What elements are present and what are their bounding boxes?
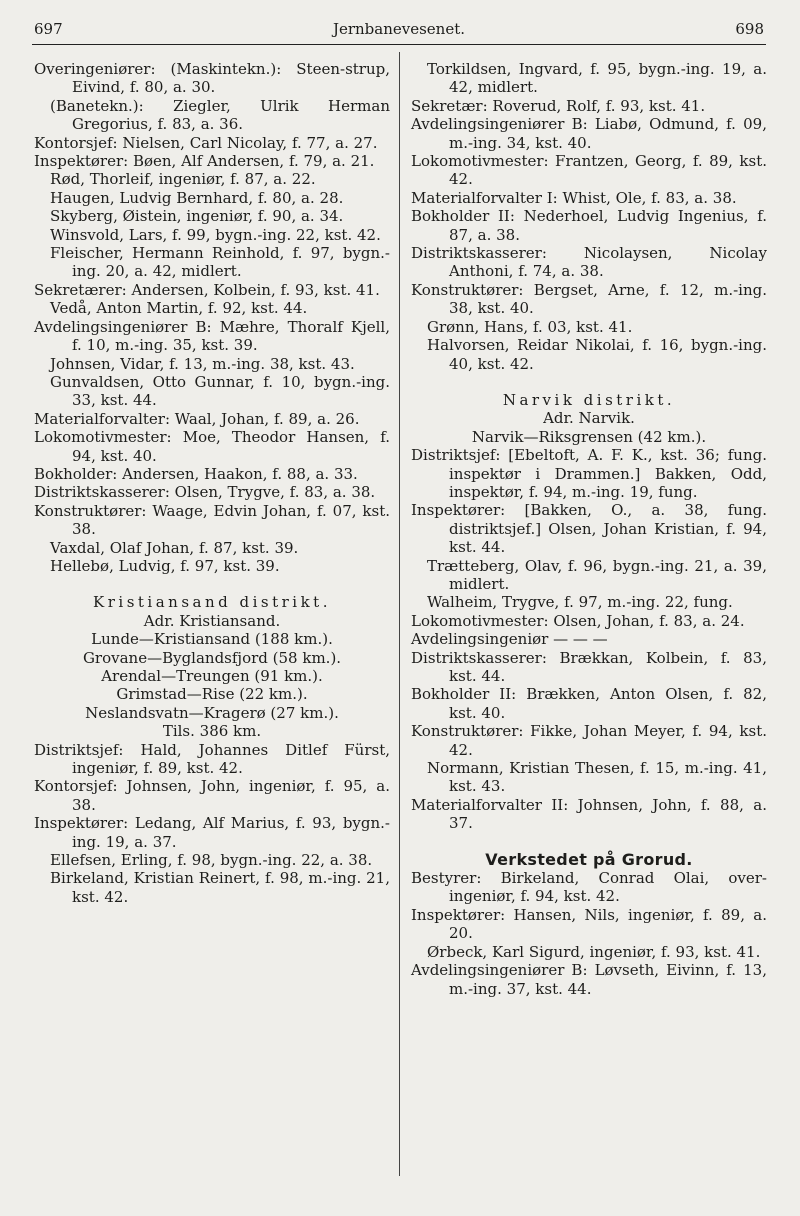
directory-entry: Konstruktører: Fikke, Johan Meyer, f. 94, kst. 42.	[411, 722, 767, 759]
section-heading: Verkstedet på Grorud.	[485, 849, 693, 869]
page-header	[34, 20, 764, 42]
directory-entry: Lokomotivmester: Olsen, Johan, f. 83, a. 24.	[411, 611, 745, 630]
directory-entry: Inspektører: Bøen, Alf Andersen, f. 79, a. 21.	[34, 152, 375, 171]
directory-entry: Materialforvalter II: Johnsen, John, f. 88, a. 37.	[411, 795, 767, 833]
directory-entry: Konstruktører: Waage, Edvin Johan, f. 07, kst. 38.	[34, 501, 390, 539]
directory-entry: Avdelingsingeniører B: Løvseth, Eivinn, f. 13, m.-ing. 37, kst. 44.	[411, 961, 767, 998]
directory-subentry: Grønn, Hans, f. 03, kst. 41.	[427, 317, 633, 336]
directory-subentry: Johnsen, Vidar, f. 13, m.-ing. 38, kst. 43.	[50, 354, 355, 373]
district-line: Lunde—Kristiansand (188 km.).	[91, 630, 333, 649]
section-gap	[411, 373, 767, 391]
district-line: Arendal—Treungen (91 km.).	[101, 667, 323, 685]
directory-entry: Avdelingsingeniører B: Liabø, Odmund, f. 09, m.-ing. 34, kst. 40.	[411, 115, 767, 152]
right-column	[411, 60, 767, 998]
directory-entry: Avdelingsingeniør — — —	[411, 630, 608, 649]
directory-entry: Overingeniører: (Maskintekn.): Steen-strup, Eivind, f. 80, a. 30.	[34, 60, 390, 97]
directory-entry: Sekretær: Roverud, Rolf, f. 93, kst. 41.	[411, 96, 706, 115]
directory-entry: Kontorsjef: Johnsen, John, ingeniør, f. 95, a. 38.	[34, 777, 390, 814]
directory-entry: Inspektører: [Bakken, O., a. 38, fung. distriktsjef.] Olsen, Johan Kristian, f. 94, kst. 44.	[411, 501, 767, 557]
directory-subentry: (Banetekn.): Ziegler, Ulrik Herman Gregorius, f. 83, a. 36.	[50, 96, 390, 134]
directory-subentry: Hellebø, Ludvig, f. 97, kst. 39.	[50, 556, 280, 575]
directory-subentry: Skyberg, Øistein, ingeniør, f. 90, a. 34.	[50, 207, 344, 226]
left-column	[34, 60, 390, 906]
district-heading: Narvik distrikt.	[502, 390, 676, 409]
directory-subentry: Trætteberg, Olav, f. 96, bygn.-ing. 21, a. 39, midlert.	[427, 556, 767, 593]
directory-entry: Bestyrer: Birkeland, Conrad Olai, over-ingeniør, f. 94, kst. 42.	[411, 869, 767, 906]
directory-subentry: Walheim, Trygve, f. 97, m.-ing. 22, fung.	[427, 593, 733, 612]
page-number-right: 698	[735, 20, 764, 38]
directory-subentry: Winsvold, Lars, f. 99, bygn.-ing. 22, kst. 42.	[50, 225, 381, 244]
directory-subentry: Vaxdal, Olaf Johan, f. 87, kst. 39.	[50, 538, 299, 557]
directory-entry: Materialforvalter: Waal, Johan, f. 89, a. 26.	[34, 409, 360, 428]
directory-subentry: Birkeland, Kristian Reinert, f. 98, m.-ing. 21, kst. 42.	[50, 869, 390, 906]
directory-entry: Sekretærer: Andersen, Kolbein, f. 93, kst. 41.	[34, 280, 380, 299]
directory-entry: Distriktskasserer: Olsen, Trygve, f. 83, a. 38.	[34, 483, 376, 502]
header-rule	[32, 44, 766, 45]
district-heading: Kristiansand distrikt.	[93, 593, 331, 612]
directory-entry: Bokholder: Andersen, Haakon, f. 88, a. 33.	[34, 464, 358, 483]
district-line: Grimstad—Rise (22 km.).	[116, 685, 308, 704]
district-line: Narvik—Riksgrensen (42 km.).	[471, 427, 707, 446]
district-line: Neslandsvatn—Kragerø (27 km.).	[85, 703, 339, 722]
page-number-left: 697	[34, 20, 63, 38]
directory-entry: Inspektører: Hansen, Nils, ingeniør, f. 89, a. 20.	[411, 905, 767, 943]
district-line: Tils. 386 km.	[162, 722, 262, 741]
directory-entry: Distriktskasserer: Nicolaysen, Nicolay Anthoni, f. 74, a. 38.	[411, 244, 767, 281]
directory-entry: Avdelingsingeniører B: Mæhre, Thoralf Kjell, f. 10, m.-ing. 35, kst. 39.	[34, 317, 390, 355]
district-line: Adr. Narvik.	[543, 409, 635, 428]
directory-subentry: Torkildsen, Ingvard, f. 95, bygn.-ing. 19, a. 42, midlert.	[427, 60, 767, 97]
directory-subentry: Vedå, Anton Martin, f. 92, kst. 44.	[50, 299, 308, 318]
directory-entry: Inspektører: Ledang, Alf Marius, f. 93, bygn.-ing. 19, a. 37.	[34, 814, 390, 851]
directory-subentry: Gunvaldsen, Otto Gunnar, f. 10, bygn.-ing. 33, kst. 44.	[50, 372, 390, 410]
section-gap	[34, 575, 390, 593]
directory-entry: Konstruktører: Bergset, Arne, f. 12, m.-ing. 38, kst. 40.	[411, 280, 767, 318]
directory-subentry: Halvorsen, Reidar Nikolai, f. 16, bygn.-ing. 40, kst. 42.	[427, 336, 767, 373]
directory-subentry: Rød, Thorleif, ingeniør, f. 87, a. 22.	[50, 170, 316, 189]
directory-subentry: Haugen, Ludvig Bernhard, f. 80, a. 28.	[50, 188, 344, 207]
column-divider	[399, 52, 400, 1176]
directory-entry: Kontorsjef: Nielsen, Carl Nicolay, f. 77, a. 27.	[34, 133, 378, 152]
directory-entry: Bokholder II: Brækken, Anton Olsen, f. 82, kst. 40.	[411, 685, 767, 722]
directory-subentry: Ørbeck, Karl Sigurd, ingeniør, f. 93, kst. 41.	[427, 942, 761, 961]
directory-entry: Lokomotivmester: Frantzen, Georg, f. 89, kst. 42.	[411, 152, 767, 189]
directory-entry: Distriktsjef: [Ebeltoft, A. F. K., kst. 36; fung. inspektør i Drammen.] Bakken, Odd, inspektør, f. 94, m.-ing. 19, fung.	[411, 446, 767, 501]
directory-entry: Lokomotivmester: Moe, Theodor Hansen, f. 94, kst. 40.	[34, 428, 390, 465]
directory-entry: Distriktsjef: Hald, Johannes Ditlef Fürst, ingeniør, f. 89, kst. 42.	[34, 740, 390, 778]
directory-entry: Bokholder II: Nederhoel, Ludvig Ingenius, f. 87, a. 38.	[411, 207, 767, 244]
directory-subentry: Normann, Kristian Thesen, f. 15, m.-ing. 41, kst. 43.	[427, 759, 767, 796]
district-line: Adr. Kristiansand.	[143, 611, 281, 630]
directory-entry: Distriktskasserer: Brækkan, Kolbein, f. 83, kst. 44.	[411, 648, 767, 685]
directory-entry: Materialforvalter I: Whist, Ole, f. 83, a. 38.	[411, 188, 737, 207]
section-gap	[411, 833, 767, 851]
directory-subentry: Fleischer, Hermann Reinhold, f. 97, bygn.-ing. 20, a. 42, midlert.	[50, 244, 390, 281]
running-title: Jernbanevesenet.	[332, 20, 466, 38]
directory-subentry: Ellefsen, Erling, f. 98, bygn.-ing. 22, a. 38.	[50, 851, 373, 870]
district-line: Grovane—Byglandsfjord (58 km.).	[82, 648, 342, 667]
